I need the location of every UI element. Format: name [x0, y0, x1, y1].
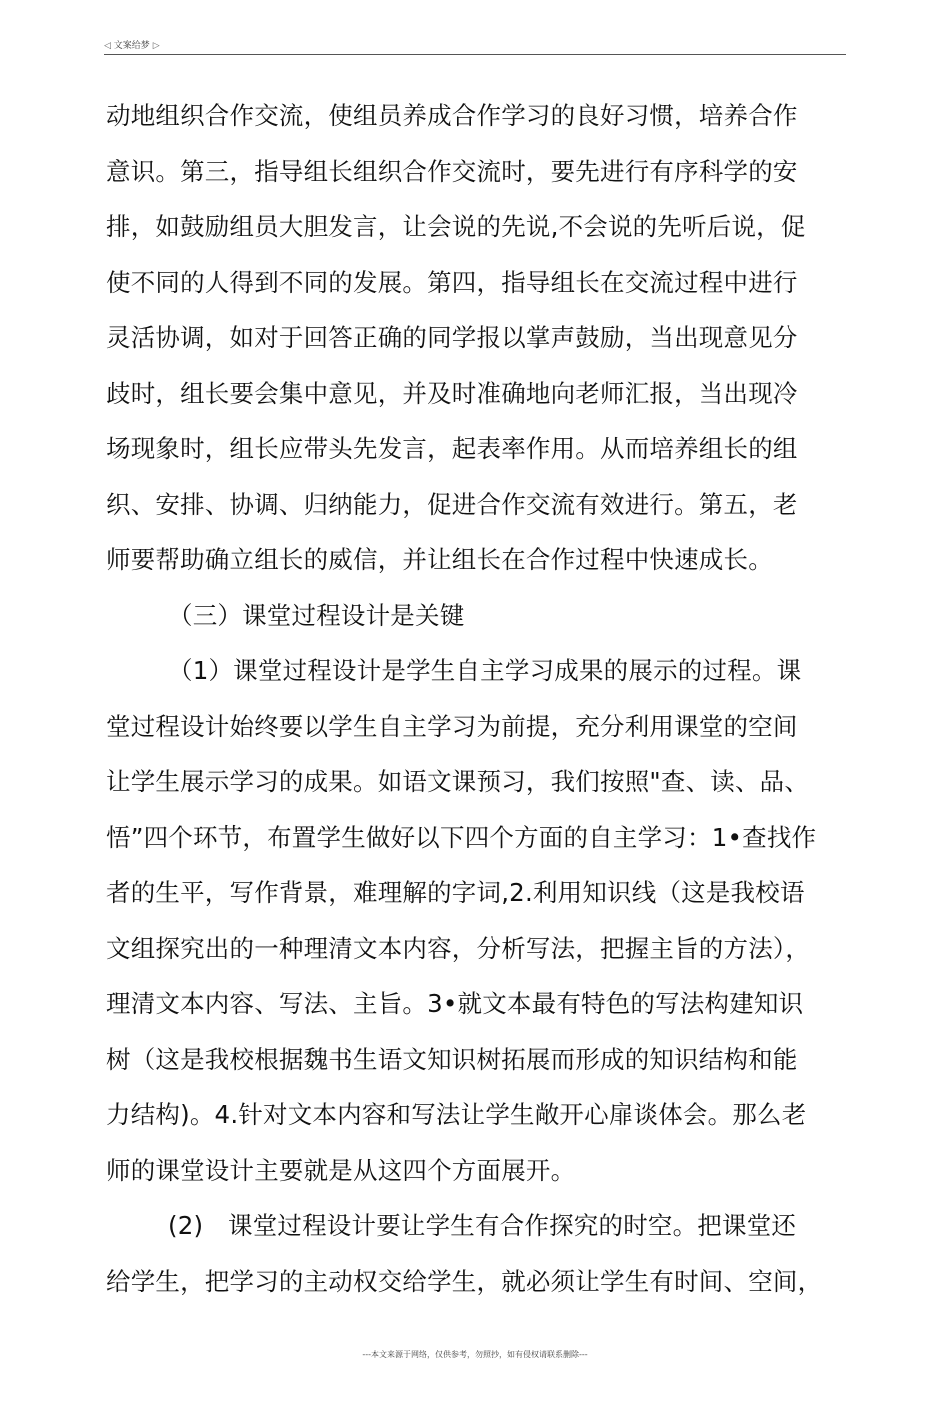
text-line: 堂过程设计始终要以学生自主学习为前提，充分利用课堂的空间: [106, 711, 798, 741]
text-line: 让学生展示学习的成果。如语文课预习，我们按照"查、读、品、: [106, 767, 810, 796]
text-line: 排，如鼓励组员大胆发言，让会说的先说,不会说的先听后说，促: [106, 212, 806, 241]
header-mark: [104, 40, 160, 52]
page-footer: ---本文来源于网络，仅供参考，勿照抄，如有侵权请联系删除---: [362, 1350, 588, 1359]
left-triangle-icon: ◁: [104, 41, 111, 51]
text-line: 树（这是我校根据魏书生语文知识树拓展而形成的知识结构和能: [106, 1044, 798, 1074]
page-header: [104, 40, 846, 55]
text-line: 理清文本内容、写法、主旨。3•就文本最有特色的写法构建知识: [106, 989, 804, 1018]
text-line: (2) 课堂过程设计要让学生有合作探究的时空。把课堂还: [168, 1211, 797, 1240]
text-line: 文组探究出的一种理清文本内容，分析写法，把握主旨的方法），: [106, 933, 811, 963]
text-line: 意识。第三，指导组长组织合作交流时，要先进行有序科学的安: [106, 156, 798, 186]
text-line: 师的课堂设计主要就是从这四个方面展开。: [106, 1155, 576, 1185]
text-line: 歧时，组长要会集中意见，并及时准确地向老师汇报，当出现冷: [106, 378, 798, 408]
text-line: 力结构)。4.针对文本内容和写法让学生敞开心扉谈体会。那么老: [106, 1100, 807, 1129]
text-line: 使不同的人得到不同的发展。第四，指导组长在交流过程中进行: [106, 267, 798, 297]
text-line: 灵活协调，如对于回答正确的同学报以掌声鼓励，当出现意见分: [106, 323, 798, 352]
text-line: 师要帮助确立组长的威信，并让组长在合作过程中快速成长。: [106, 545, 773, 574]
right-triangle-icon: ▷: [152, 41, 160, 51]
text-line: 场现象时，组长应带头先发言，起表率作用。从而培养组长的组: [106, 434, 798, 463]
text-line: 给学生，把学习的主动权交给学生，就必须让学生有时间、空间，: [106, 1266, 823, 1296]
text-line: 者的生平，写作背景，难理解的字词,2.利用知识线（这是我校语: [106, 878, 805, 907]
header-text: 文案给梦: [113, 41, 150, 51]
text-line: 悟”四个环节，布置学生做好以下四个方面的自主学习：1•查找作: [106, 822, 817, 852]
text-line: 织、安排、协调、归纳能力，促进合作交流有效进行。第五，老: [106, 489, 798, 519]
text-line: （1）课堂过程设计是学生自主学习成果的展示的过程。课: [168, 656, 802, 685]
document-body: [106, 88, 846, 1309]
text-line: 动地组织合作交流，使组员养成合作学习的良好习惯，培养合作: [106, 101, 798, 130]
section-heading: （三）课堂过程设计是关键: [168, 600, 465, 630]
